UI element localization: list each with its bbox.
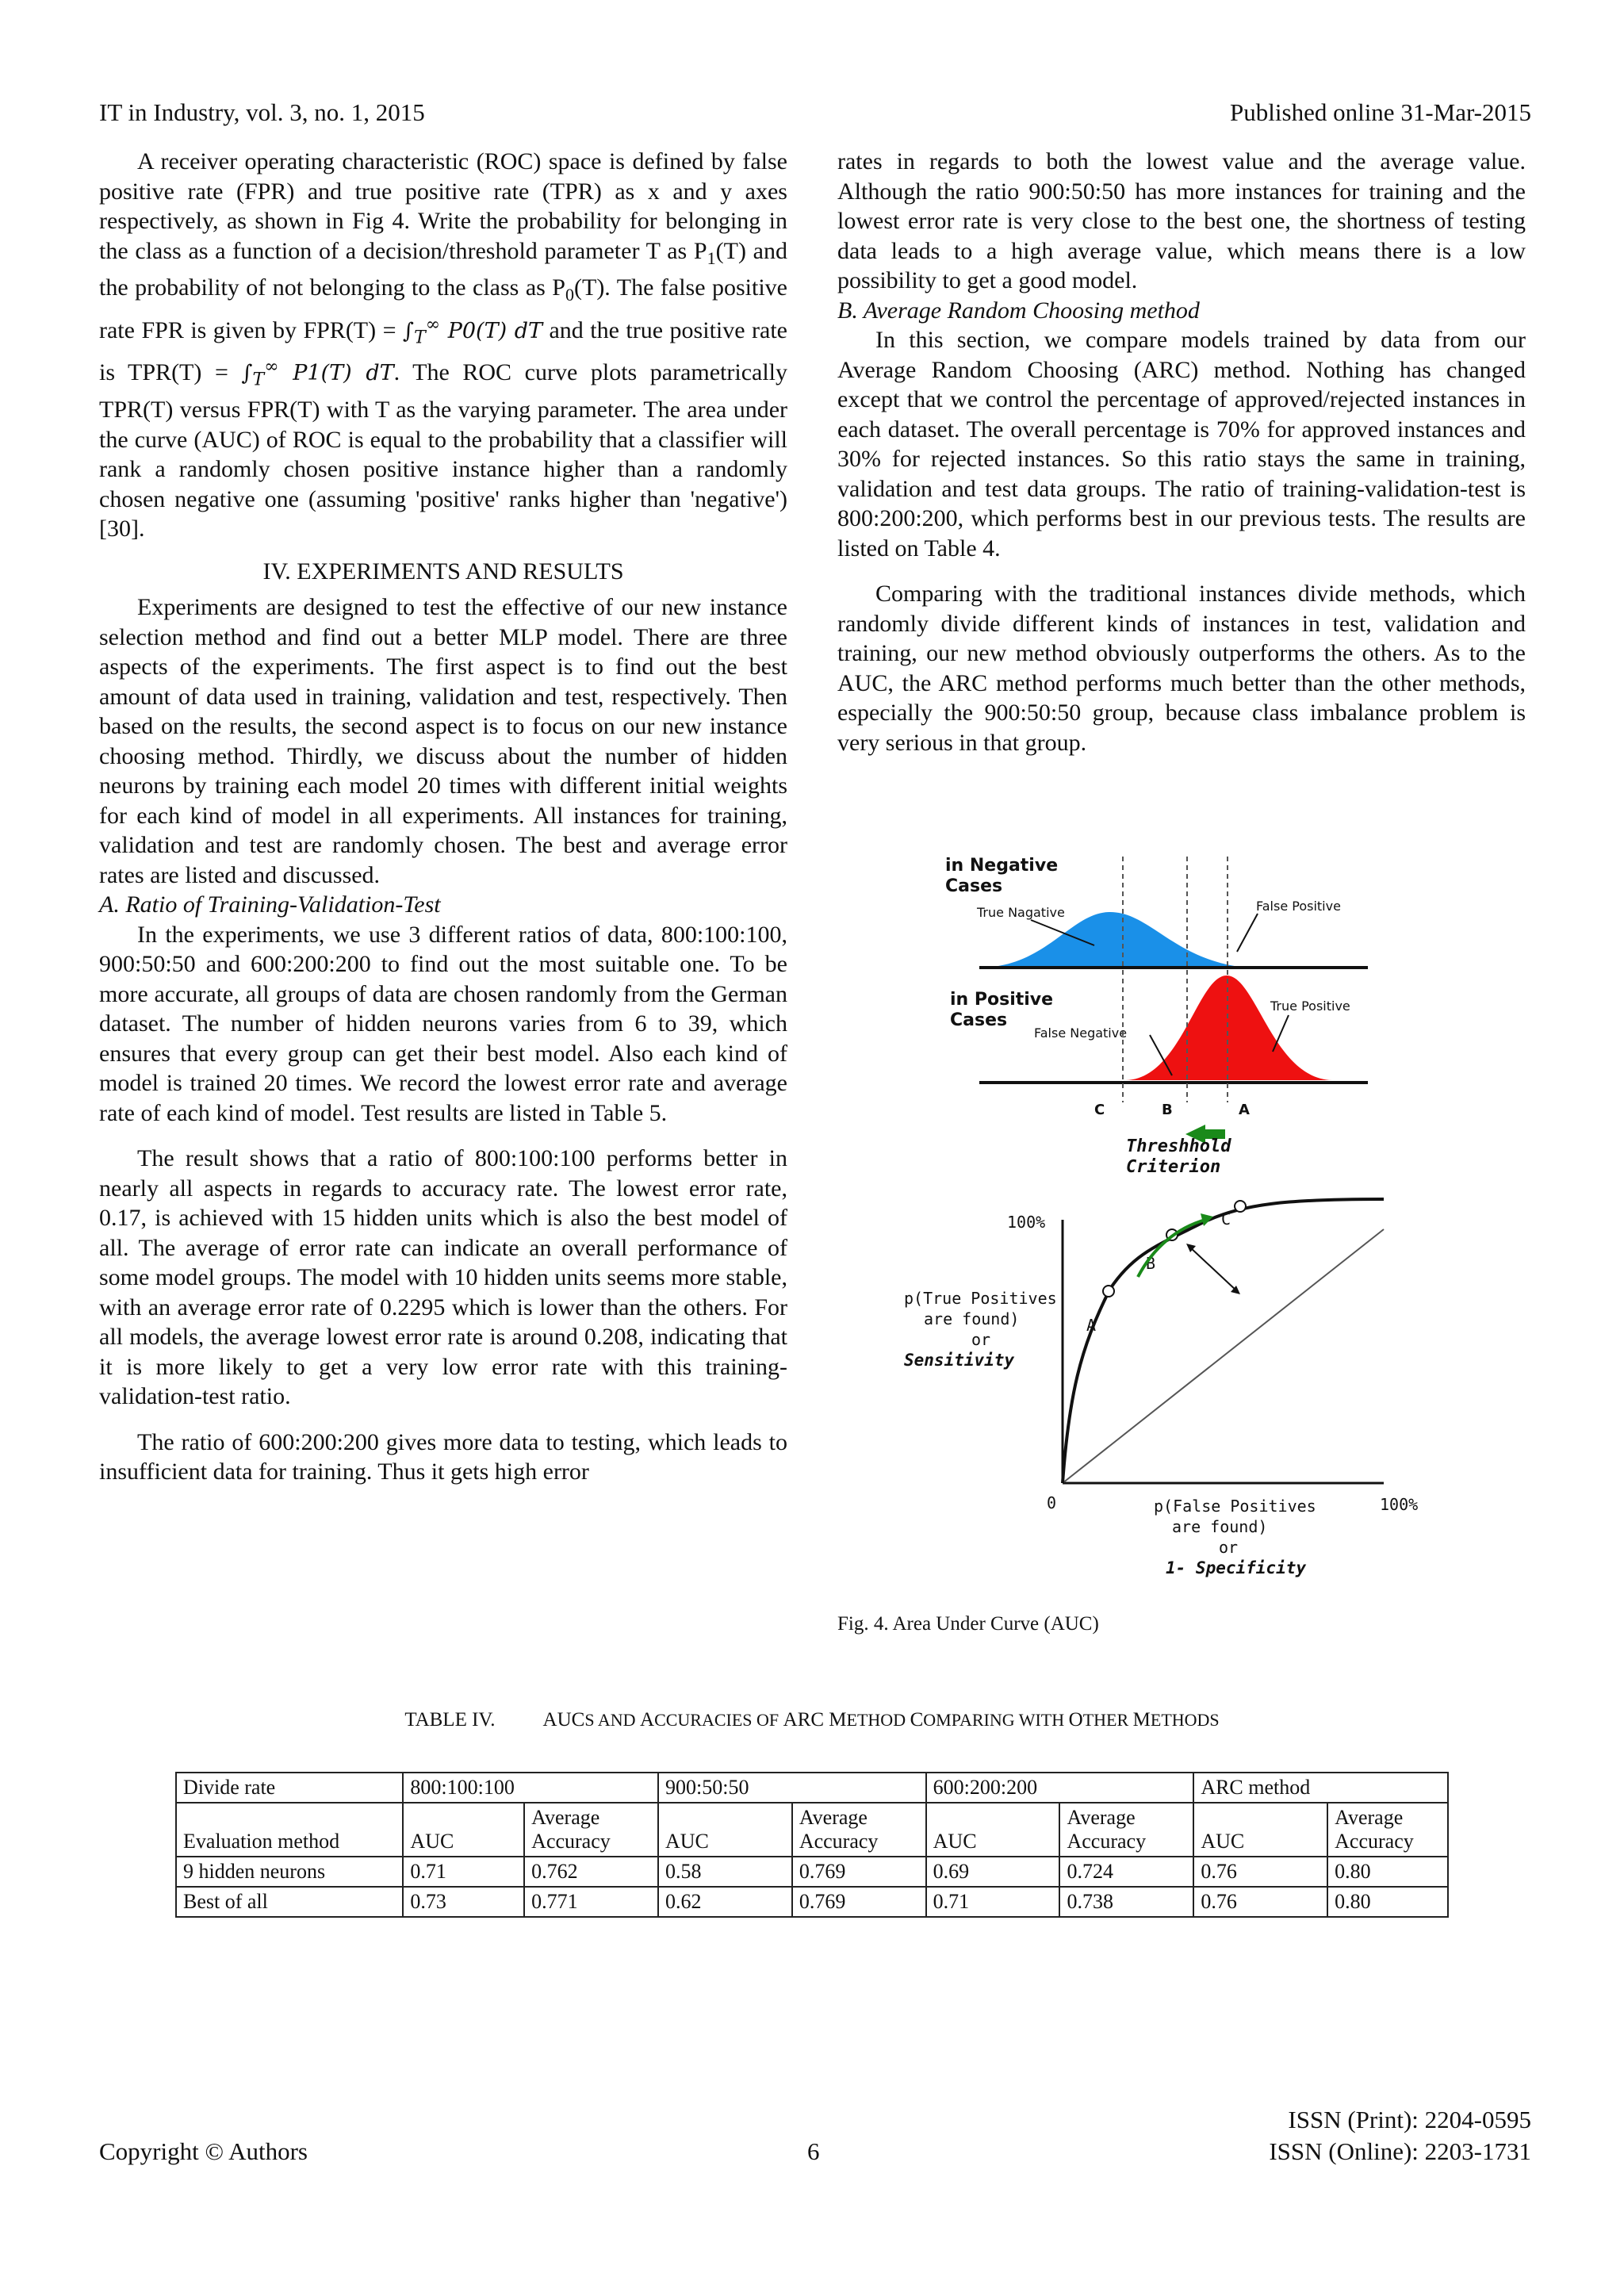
table-cell: 0.724 xyxy=(1059,1857,1193,1887)
neg-label-1: in Negative xyxy=(945,856,1059,876)
subsection-a-title: A. Ratio of Training-Validation-Test xyxy=(99,891,441,918)
true-positive-pointer xyxy=(1273,1015,1289,1052)
table-cell: 900:50:50 xyxy=(658,1773,926,1803)
paragraph-result: The result shows that a ratio of 800:100:100 performs better in nearly all aspects in regards to accuracy rate. The lowest error rate, 0.17, is achieved with 15 hidden units which is also the best model of all. The average of error rate can indicate an overall performance of some model groups. The model with 10 hidden units seems more stable, with an average error rate of 0.2295 which is lower than the others. For all models, the average lowest error rate is around 0.208, indicating that it is more likely to get a very low error rate with this training-validation-test ratio. xyxy=(99,1145,787,1410)
paragraph-arc: In this section, we compare models trained by data from our Average Random Choosing (ARC) method. Nothing has changed except that we control the percentage of approved/rejected instances in each dataset. The overall percentage is 70% for approved instances and 30% for rejected instances. So this ratio stays the same in training, validation and test data groups. The ratio of training-validation-test is 800:200:200, which performs best in our previous tests. The results are listed on Table 4. xyxy=(837,327,1526,562)
point-c-label: C xyxy=(1221,1209,1231,1228)
section-title: IV. EXPERIMENTS AND RESULTS xyxy=(262,558,624,585)
mark-b: B xyxy=(1162,1102,1173,1118)
table-cell: 9 hidden neurons xyxy=(176,1857,403,1887)
table-cell: Best of all xyxy=(176,1887,403,1917)
table-cell: 0.71 xyxy=(926,1887,1060,1917)
table-cell: AUC xyxy=(926,1803,1060,1857)
right-column xyxy=(837,147,1526,757)
table-cell: 800:100:100 xyxy=(403,1773,658,1803)
roc-point-c xyxy=(1235,1201,1246,1212)
paragraph-comparing: Comparing with the traditional instances divide methods, which randomly divide different kinds of instances in test, validation and training, our new method obviously outperforms the others. As to the AUC, the ARC method performs much better than the other methods, especially the 900:50:50 group, because class imbalance problem is very serious in that group. xyxy=(837,581,1526,756)
subsection-b-title: B. Average Random Choosing method xyxy=(837,297,1200,324)
mark-a: A xyxy=(1239,1102,1250,1118)
false-positive-pointer xyxy=(1237,914,1258,952)
neg-label-2: Cases xyxy=(945,876,1003,896)
point-a-label: A xyxy=(1086,1316,1097,1335)
threshold-label-2: Criterion xyxy=(1126,1157,1221,1177)
table-cell: 0.62 xyxy=(658,1887,792,1917)
negative-distribution xyxy=(979,912,1245,968)
x-label-1: p(False Positives xyxy=(1154,1497,1316,1516)
roc-curve xyxy=(1063,1199,1384,1483)
published-date: Published online 31-Mar-2015 xyxy=(1230,98,1531,126)
pos-label-1: in Positive xyxy=(950,990,1054,1010)
journal-header: IT in Industry, vol. 3, no. 1, 2015 xyxy=(99,98,425,126)
false-negative-label: False Negative xyxy=(1034,1025,1128,1041)
table-cell: ARC method xyxy=(1193,1773,1448,1803)
results-table xyxy=(175,1772,1449,1918)
table-cell: Evaluation method xyxy=(176,1803,403,1857)
left-column xyxy=(99,147,787,1487)
table-cell: Average Accuracy xyxy=(792,1803,926,1857)
point-b-label: B xyxy=(1146,1254,1156,1273)
table-cell: 0.69 xyxy=(926,1857,1060,1887)
figure-caption: Fig. 4. Area Under Curve (AUC) xyxy=(837,1613,1099,1635)
table-row xyxy=(176,1887,1448,1917)
y-label-3: or xyxy=(971,1330,991,1349)
table-cell: 0.80 xyxy=(1327,1887,1448,1917)
table-cell: 0.71 xyxy=(403,1857,524,1887)
table-cell: 0.738 xyxy=(1059,1887,1193,1917)
y-label-4: Sensitivity xyxy=(904,1351,1015,1370)
table-cell: 0.80 xyxy=(1327,1857,1448,1887)
auc-figure xyxy=(872,841,1624,1602)
table-caption: TABLE IV. AUCS AND ACCURACIES OF ARC METHOD COMPARING WITH OTHER METHODS xyxy=(404,1709,1220,1731)
roc-point-a xyxy=(1103,1286,1114,1297)
table-cell: 0.769 xyxy=(792,1887,926,1917)
false-positive-label: False Positive xyxy=(1256,899,1341,914)
origin-label: 0 xyxy=(1047,1493,1057,1512)
table-cell: 0.73 xyxy=(403,1887,524,1917)
x-label-2: are found) xyxy=(1172,1517,1268,1536)
pos-label-2: Cases xyxy=(950,1010,1008,1030)
true-negative-label: True Nagative xyxy=(977,905,1065,920)
paragraph-experiments: Experiments are designed to test the effective of our new instance selection method and find out a better MLP model. There are three aspects of the experiments. The first aspect is to find out the best amount of data used in training, validation and test, respectively. Then based on the results, the second aspect is to focus on our new instance choosing method. Thirdly, we discuss about the number of hidden neurons by training each model 20 times with different initial weights for each kind of model in all experiments. All instances for training, validation and test are randomly chosen. The best and average error rates are listed and discussed. xyxy=(99,594,787,888)
table-cell: AUC xyxy=(403,1803,524,1857)
table-cell: 0.76 xyxy=(1193,1887,1327,1917)
table-cell: 0.58 xyxy=(658,1857,792,1887)
table-cell: 0.769 xyxy=(792,1857,926,1887)
table-cell: Average Accuracy xyxy=(524,1803,658,1857)
integral-fpr: $\int_T^\infty$ P0(T) dT xyxy=(403,314,542,347)
issn-online: ISSN (Online): 2203-1731 xyxy=(1269,2137,1531,2165)
y-top-label: 100% xyxy=(1007,1213,1046,1232)
footer-copyright: Copyright © Authors xyxy=(99,2137,308,2165)
issn-print: ISSN (Print): 2204-0595 xyxy=(1288,2106,1531,2133)
table-cell: 600:200:200 xyxy=(926,1773,1194,1803)
table-row xyxy=(176,1857,1448,1887)
paragraph-ratios: In the experiments, we use 3 different ratios of data, 800:100:100, 900:50:50 and 600:200:200 to find out the most suitable one. To be more accurate, all groups of data are chosen randomly from the German dataset. The number of hidden neurons varies from 6 to 39, which ensures that every group can get their best model. Also each kind of model is trained 20 times. We record the lowest error rate and average rate of each kind of model. Test results are listed in Table 5. xyxy=(99,921,787,1126)
page-number: 6 xyxy=(807,2137,820,2165)
paragraph-600: The ratio of 600:200:200 gives more data to testing, which leads to insufficient data for training. Thus it gets high error xyxy=(99,1428,787,1485)
y-label-2: are found) xyxy=(924,1309,1020,1328)
paragraph-roc: A receiver operating characteristic (ROC) space is defined by false positive rate (FPR) and true positive rate (TPR) as x and y axes respectively, as shown in Fig 4. Write the probability for belonging in the class as a function of a decision/threshold parameter T as $P_1(T)$ and the probability of not belonging to the class as $P_0(T)$. The false positive rate FPR is given by $FPR(T) = \int_T^\infty$ P0(T) dT and the true positive rate is $TPR(T) = \int_T^\infty$ P1(T) dT. The ROC curve plots parametrically TPR(T) versus FPR(T) with T as the varying parameter. The area under the curve (AUC) of ROC is equal to the probability that a classifier will rank a randomly chosen positive instance higher than a randomly chosen negative one (assuming 'positive' ranks higher than 'negative') [30]. xyxy=(99,148,788,542)
threshold-label-1: Threshhold xyxy=(1126,1137,1231,1156)
paragraph-continued: rates in regards to both the lowest value and the average value. Although the ratio 900:50:50 has more instances for training and the lowest error rate is very close to the best one, the shortness of testing data leads to a high average value, which means there is a low possibility to get a good model. xyxy=(837,148,1526,293)
table-cell: AUC xyxy=(1193,1803,1327,1857)
y-label-1: p(True Positives xyxy=(904,1289,1057,1308)
mark-c: C xyxy=(1094,1102,1105,1118)
table-row xyxy=(176,1803,1448,1857)
x-right-label: 100% xyxy=(1380,1495,1419,1514)
integral-tpr: $\int_T^\infty$ P1(T) dT xyxy=(241,357,394,390)
distance-arrow xyxy=(1189,1247,1237,1291)
table-cell: 0.771 xyxy=(524,1887,658,1917)
table-cell: 0.76 xyxy=(1193,1857,1327,1887)
x-label-4: 1- Specificity xyxy=(1166,1558,1307,1577)
x-label-3: or xyxy=(1219,1538,1239,1557)
table-cell: Average Accuracy xyxy=(1059,1803,1193,1857)
true-positive-label: True Positive xyxy=(1270,999,1350,1014)
table-cell: 0.762 xyxy=(524,1857,658,1887)
table-row xyxy=(176,1773,1448,1803)
positive-distribution xyxy=(1126,976,1332,1080)
table-cell: Average Accuracy xyxy=(1327,1803,1448,1857)
roc-diagonal xyxy=(1063,1229,1384,1483)
table-cell: AUC xyxy=(658,1803,792,1857)
table-cell: Divide rate xyxy=(176,1773,403,1803)
